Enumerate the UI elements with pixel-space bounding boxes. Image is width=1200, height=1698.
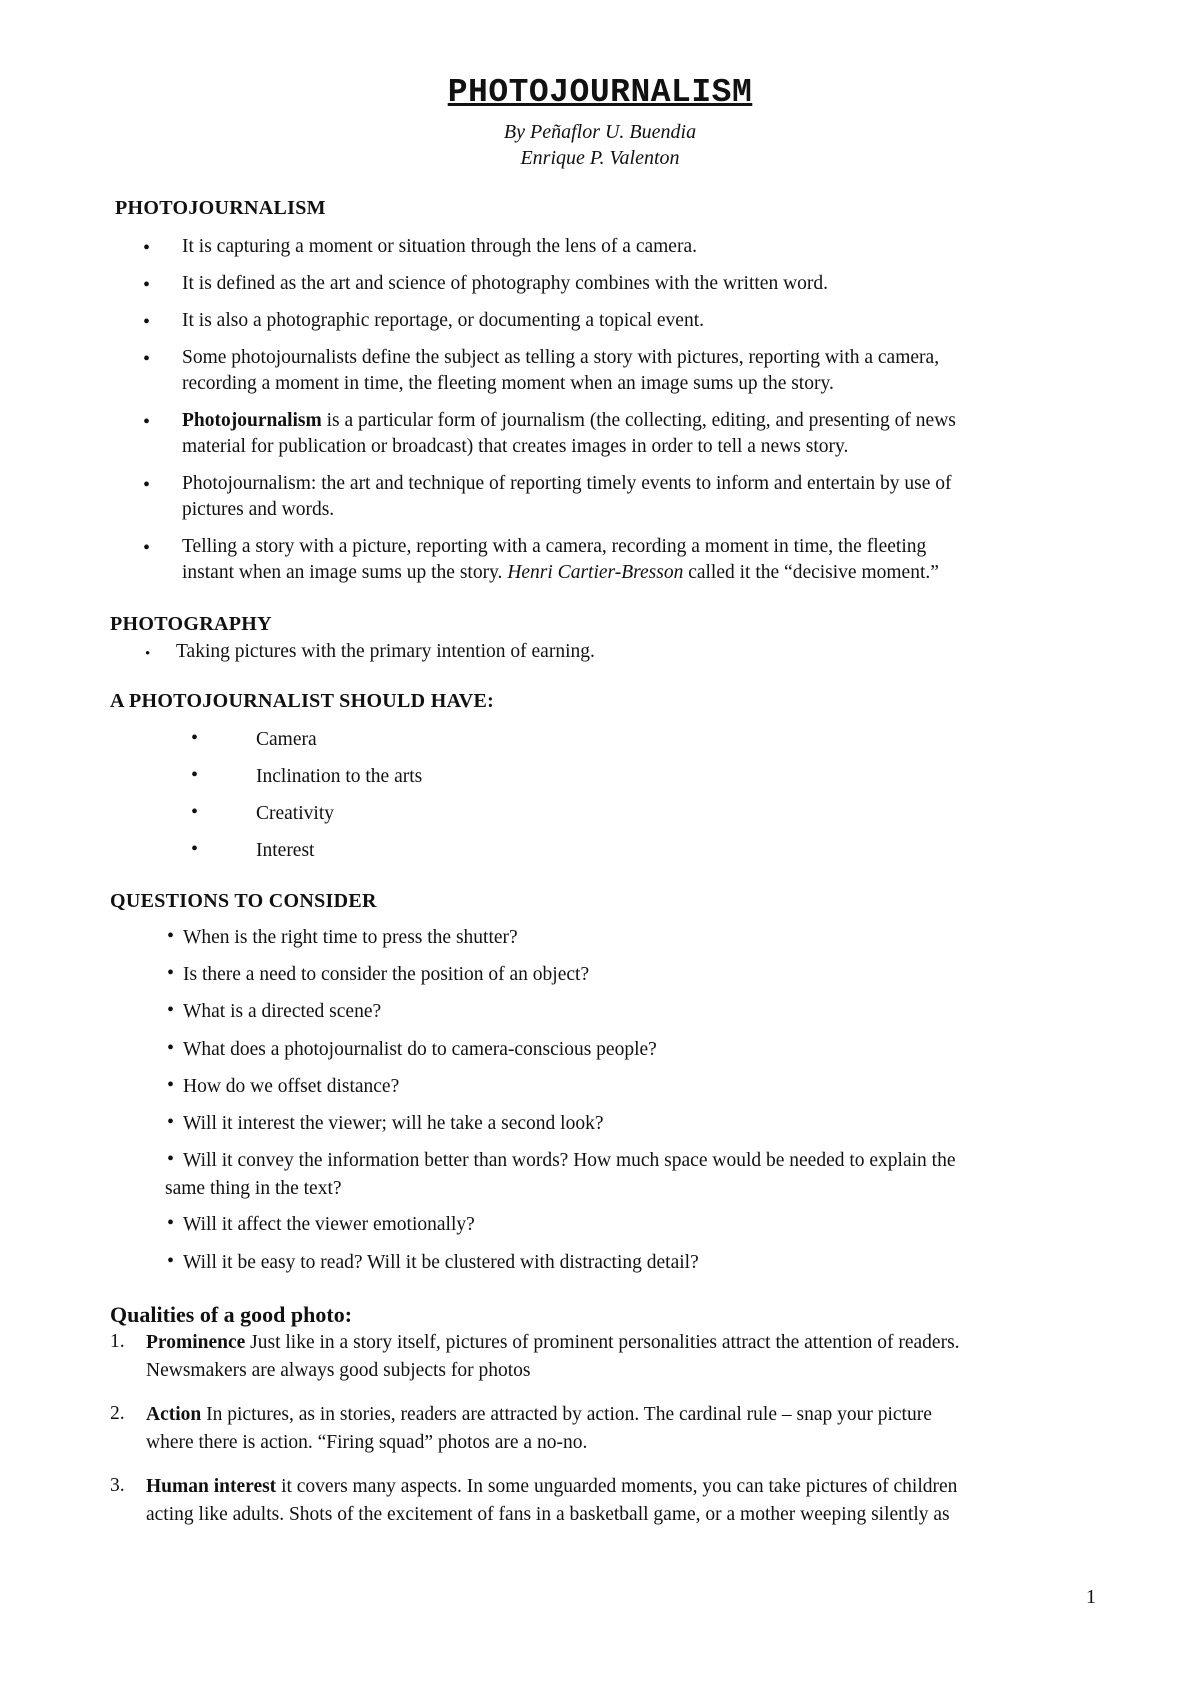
bullet: • (167, 1212, 175, 1234)
author-line: Enrique P. Valenton (520, 147, 680, 169)
bullet: • (167, 962, 175, 984)
section-heading: A PHOTOJOURNALIST SHOULD HAVE: (110, 690, 495, 712)
list-item: Inclination to the arts (256, 766, 423, 787)
list-item: Will it be easy to read? Will it be clustered with distracting detail? (183, 1252, 699, 1273)
bold-term: Photojournalism (182, 410, 322, 431)
list-item: Camera (256, 729, 317, 750)
section-heading: PHOTOJOURNALISM (115, 197, 326, 219)
bullet: • (143, 311, 151, 333)
section-heading: PHOTOGRAPHY (110, 613, 272, 635)
list-item-continuation: same thing in the text? (165, 1178, 342, 1199)
bold-term: Human interest (146, 1476, 277, 1497)
bullet: • (143, 537, 151, 559)
bullet: • (143, 474, 151, 496)
list-number: 3. (110, 1475, 125, 1496)
italic-name: Henri Cartier-Bresson (507, 562, 684, 583)
bullet: • (167, 1037, 175, 1059)
bullet: • (143, 411, 151, 433)
list-item: What is a directed scene? (183, 1001, 382, 1022)
list-item: Will it interest the viewer; will he take a second look? (183, 1113, 604, 1134)
bullet: • (191, 764, 199, 786)
bullet: • (167, 925, 175, 947)
bullet: • (145, 646, 151, 662)
list-item: Will it affect the viewer emotionally? (183, 1214, 475, 1235)
bullet: • (167, 999, 175, 1021)
list-item-continuation: recording a moment in time, the fleeting moment when an image sums up the story. (182, 373, 834, 394)
list-item-continuation: acting like adults. Shots of the excitement of fans in a basketball game, or a mother weeping silently as (146, 1504, 950, 1525)
list-item: What does a photojournalist do to camera-conscious people? (183, 1039, 657, 1060)
list-item: Telling a story with a picture, reporting with a camera, recording a moment in time, the fleeting (182, 536, 927, 557)
section-heading: QUESTIONS TO CONSIDER (110, 890, 377, 912)
list-item: It is defined as the art and science of photography combines with the written word. (182, 273, 829, 294)
section-heading: Qualities of a good photo: (110, 1302, 353, 1327)
list-item: Creativity (256, 803, 334, 824)
list-item: Human interest it covers many aspects. In some unguarded moments, you can take pictures of children (146, 1476, 958, 1497)
list-item-continuation: material for publication or broadcast) that creates images in order to tell a news story. (182, 436, 849, 457)
list-item: Prominence Just like in a story itself, pictures of prominent personalities attract the attention of readers. (146, 1332, 960, 1353)
bold-term: Prominence (146, 1332, 246, 1353)
document-title: PHOTOJOURNALISM (447, 74, 753, 111)
bullet: • (191, 801, 199, 823)
list-item: Some photojournalists define the subject as telling a story with pictures, reporting with a camera, (182, 347, 940, 368)
list-item: Photojournalism: the art and technique of reporting timely events to inform and entertain by use of (182, 473, 952, 494)
bullet: • (143, 237, 151, 259)
bullet: • (167, 1074, 175, 1096)
list-item: It is capturing a moment or situation through the lens of a camera. (182, 236, 697, 257)
bullet: • (191, 727, 199, 749)
bullet: • (167, 1250, 175, 1272)
bullet: • (167, 1111, 175, 1133)
author-line: By Peñaflor U. Buendia (503, 121, 697, 143)
list-number: 1. (110, 1331, 125, 1352)
list-item-continuation: Newsmakers are always good subjects for photos (146, 1360, 531, 1381)
list-item: It is also a photographic reportage, or documenting a topical event. (182, 310, 704, 331)
bullet: • (191, 838, 199, 860)
list-item-continuation: where there is action. “Firing squad” photos are a no-no. (146, 1432, 588, 1453)
page-number: 1 (1086, 1586, 1096, 1608)
list-item: Photojournalism is a particular form of journalism (the collecting, editing, and presenting of news (182, 410, 956, 431)
bold-term: Action (146, 1404, 202, 1425)
list-item: Action In pictures, as in stories, readers are attracted by action. The cardinal rule – snap your picture (146, 1404, 932, 1425)
bullet: • (167, 1148, 175, 1170)
bullet: • (143, 274, 151, 296)
list-item: Is there a need to consider the position of an object? (183, 964, 590, 985)
list-item: When is the right time to press the shutter? (183, 927, 518, 948)
list-item: Will it convey the information better than words? How much space would be needed to explain the (183, 1150, 956, 1171)
list-item: Interest (256, 840, 315, 861)
list-item: How do we offset distance? (183, 1076, 400, 1097)
list-item-continuation: pictures and words. (182, 499, 335, 520)
list-item-continuation: instant when an image sums up the story. Henri Cartier-Bresson called it the “decisive moment.” (182, 562, 939, 583)
bullet: • (143, 348, 151, 370)
list-item: Taking pictures with the primary intention of earning. (176, 641, 595, 662)
list-number: 2. (110, 1403, 125, 1424)
